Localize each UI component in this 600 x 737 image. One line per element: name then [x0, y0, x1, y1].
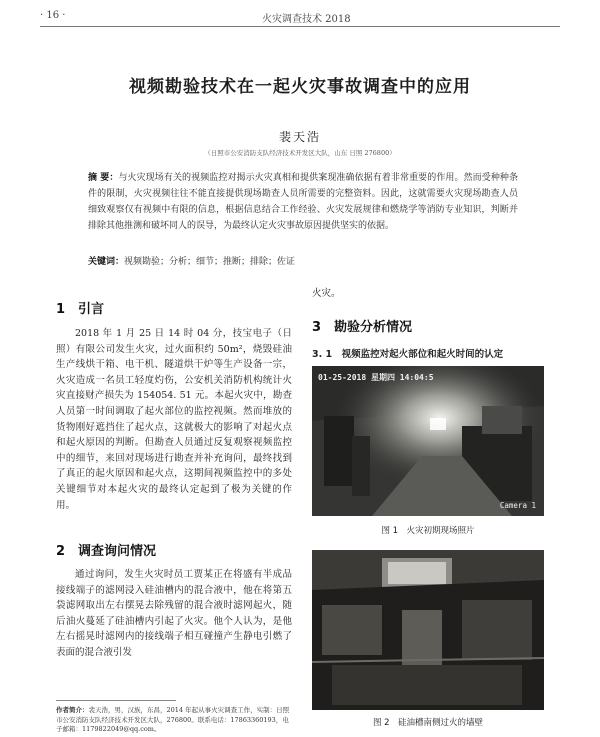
figure-2-caption: 图 2 硅油槽南侧过火的墙壁: [372, 718, 484, 728]
header-rule: [40, 26, 560, 27]
footnote-rule: [56, 700, 176, 701]
continued-text: 火灾。: [312, 288, 341, 299]
camera-timestamp: 01-25-2018 星期四 14:04:5: [318, 373, 434, 382]
figure-1-surveillance-photo: [312, 366, 544, 516]
author-affiliation: （日照市公安消防支队经济技术开发区大队，山东 日照 276800）: [204, 149, 396, 157]
keywords-text: 视频勘验；分析；细节；推断；排除；佐证: [124, 257, 296, 267]
keywords: [88, 254, 518, 267]
page-number: · 16 ·: [40, 10, 66, 21]
section-2-paragraph: 通过询问，发生火灾时员工贾某正在将盛有半成品接线端子的滤网浸入硅油槽内的混合液中，他在将第五袋滤网取出左右摆晃去除残留的混合液时滤网起火，随后油火蔓延了硅油槽内引起了火灾。他个人认为，是他左右摇晃时滤网内的接线端子相互碰撞产生静电引燃了表面的混合液引发: [56, 569, 292, 658]
abstract: [88, 170, 518, 234]
camera-id-label: Camera 1: [499, 501, 536, 510]
subsection-3-1-heading: 3. 1 视频监控对起火部位和起火时间的认定: [312, 349, 504, 360]
footnote-label: 作者简介：: [56, 706, 89, 714]
journal-running-head: 火灾调查技术 2018: [262, 14, 351, 25]
surveillance-scene-graphic: [312, 366, 544, 516]
burned-wall-graphic: [312, 550, 544, 710]
author-footnote: [56, 706, 292, 735]
paper-author: 裴天浩: [278, 130, 321, 144]
section-2-heading: 2 调查询问情况: [56, 544, 157, 559]
section-3-heading: 3 勘验分析情况: [312, 320, 413, 335]
figure-2-burned-wall-photo: [312, 550, 544, 710]
footnote-text: 裴天浩，男，汉族，东昌，2014 年起从事火灾调查工作，实制：日照市公安消防支队经济技术开发区大队，276800。联系电话：17863360193，电子邮箱：1179822049@qq.com。: [56, 706, 290, 733]
section-1-heading: 1 引言: [56, 302, 105, 317]
paper-title: 视频勘验技术在一起火灾事故调查中的应用: [129, 77, 471, 97]
figure-1-caption: 图 1 火灾初期现场照片: [381, 526, 475, 536]
keywords-label: 关键词：: [88, 257, 125, 267]
section-1-paragraph: 2018 年 1 月 25 日 14 时 04 分，技宝电子（日照）有限公司发生火灾，过火面积约 50m²，烧毁硅油生产线烘干箱、电干机、隧道烘干炉等生产设备一宗，火灾造成一名员工轻度灼伤，公安机关消防机构统计火灾直接财产损失为 154054. 51 元。本起火灾中，勘查人员第一时间调取了起火部位的监控视频。然而堆放的货物刚好遮挡住了起火点，这就极大的影响了对起火点和起火原因的判断。但勘查人员通过反复观察视频监控中的细节，来回对现场进行勘查并补充询问，最终找到了真正的起火原因和起火点，这期间视频监控中的多处关键细节对本起火灾的最终认定起到了极为关键的作用。: [56, 328, 292, 511]
abstract-text: 与火灾现场有关的视频监控对揭示火灾真相和提供案现准确依据有着非常重要的作用。然而受种种条件的限制，火灾视频往往不能直接提供现场勘查人员所需要的完整资料。因此，这就需要火灾现场勘查人员细致观察仅有视频中有限的信息，根据信息结合工作经验、火灾发展规律和燃烧学等消防专业知识，判断并排除其他推测和破坏同人的误导，为最终认定火灾事故原因提供坚实的依据。: [88, 173, 518, 231]
abstract-label: 摘 要：: [88, 173, 119, 183]
